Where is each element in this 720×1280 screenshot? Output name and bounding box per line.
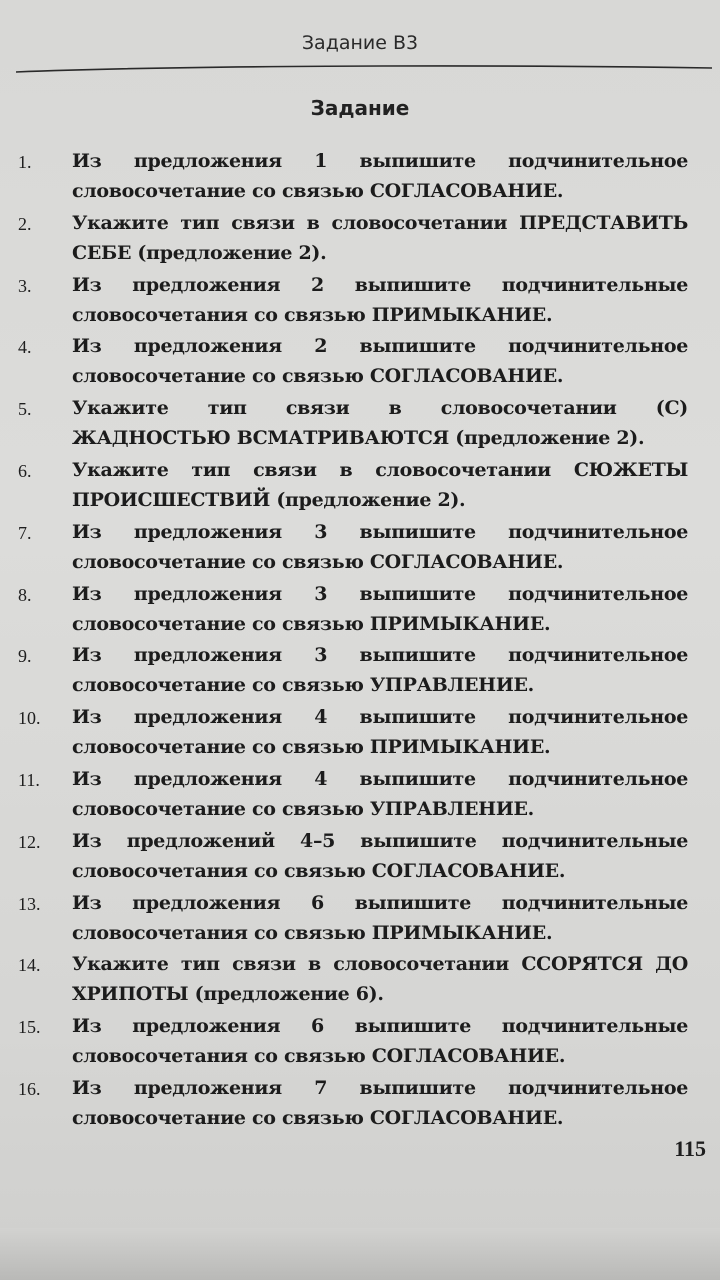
task-text: Из предложения 7 выпишите подчинительное словосочетание со связью СОГЛАСОВАНИЕ. xyxy=(72,1076,688,1129)
task-number: 15. xyxy=(18,1017,41,1038)
task-item-1 xyxy=(0,146,720,208)
task-text: Из предложения 2 выпишите подчинительные словосочетания со связью ПРИМЫКАНИЕ. xyxy=(72,273,688,326)
task-item-8 xyxy=(0,579,720,641)
task-text: Из предложения 4 выпишите подчинительное словосочетание со связью УПРАВЛЕНИЕ. xyxy=(72,767,688,820)
task-text: Из предложения 3 выпишите подчинительное словосочетание со связью СОГЛАСОВАНИЕ. xyxy=(72,520,688,573)
task-item-16 xyxy=(0,1073,720,1135)
task-list xyxy=(0,146,720,1135)
task-number: 3. xyxy=(18,275,32,296)
task-number: 11. xyxy=(18,769,40,790)
page-number: 115 xyxy=(674,1136,706,1161)
task-item-14 xyxy=(0,949,720,1011)
task-number: 5. xyxy=(18,399,32,420)
task-number: 10. xyxy=(18,708,41,729)
task-text: Из предложения 3 выпишите подчинительное словосочетание со связью УПРАВЛЕНИЕ. xyxy=(72,644,688,697)
task-item-4 xyxy=(0,331,720,393)
task-number: 2. xyxy=(18,213,32,234)
task-text: Укажите тип связи в словосочетании ПРЕДСТАВИТЬ СЕБЕ (предложение 2). xyxy=(72,211,688,264)
task-item-15 xyxy=(0,1011,720,1073)
task-text: Из предложений 4–5 выпишите подчинительные словосочетания со связью СОГЛАСОВАНИЕ. xyxy=(72,829,688,882)
task-text: Укажите тип связи в словосочетании СЮЖЕТЫ ПРОИСШЕСТВИЙ (предложение 2). xyxy=(72,458,688,511)
task-text: Из предложения 6 выпишите подчинительные словосочетания со связью СОГЛАСОВАНИЕ. xyxy=(72,1015,688,1068)
task-number: 9. xyxy=(18,646,32,667)
task-item-5 xyxy=(0,393,720,455)
page-bottom-shadow xyxy=(0,1228,720,1280)
task-item-10 xyxy=(0,702,720,764)
task-text: Из предложения 6 выпишите подчинительные словосочетания со связью ПРИМЫКАНИЕ. xyxy=(72,891,688,944)
task-item-6 xyxy=(0,455,720,517)
task-text: Из предложения 4 выпишите подчинительное словосочетание со связью ПРИМЫКАНИЕ. xyxy=(72,706,688,759)
section-title: Задание xyxy=(310,96,410,120)
task-item-11 xyxy=(0,764,720,826)
task-item-2 xyxy=(0,208,720,270)
task-number: 4. xyxy=(18,337,32,358)
task-number: 16. xyxy=(18,1078,41,1099)
task-text: Из предложения 1 выпишите подчинительное словосочетание со связью СОГЛАСОВАНИЕ. xyxy=(72,150,688,202)
task-text: Из предложения 2 выпишите подчинительное словосочетание со связью СОГЛАСОВАНИЕ. xyxy=(72,335,688,388)
task-text: Укажите тип связи в словосочетании (С) ЖАДНОСТЬЮ ВСМАТРИВАЮТСЯ (предложение 2). xyxy=(72,397,688,450)
task-number: 7. xyxy=(18,522,32,543)
task-number: 12. xyxy=(18,831,41,852)
task-text: Укажите тип связи в словосочетании ССОРЯТСЯ ДО ХРИПОТЫ (предложение 6). xyxy=(72,953,688,1006)
task-item-3 xyxy=(0,270,720,332)
task-number: 1. xyxy=(18,152,32,172)
task-number: 13. xyxy=(18,893,41,914)
header-rule-line xyxy=(16,66,712,72)
task-number: 14. xyxy=(18,955,41,976)
task-item-12 xyxy=(0,826,720,888)
task-text: Из предложения 3 выпишите подчинительное словосочетание со связью ПРИМЫКАНИЕ. xyxy=(72,582,688,635)
task-number: 6. xyxy=(18,460,32,481)
task-item-9 xyxy=(0,640,720,702)
header-rule xyxy=(14,62,714,76)
running-head: Задание В3 xyxy=(301,32,419,54)
task-number: 8. xyxy=(18,584,32,605)
task-item-13 xyxy=(0,888,720,950)
task-item-7 xyxy=(0,517,720,579)
